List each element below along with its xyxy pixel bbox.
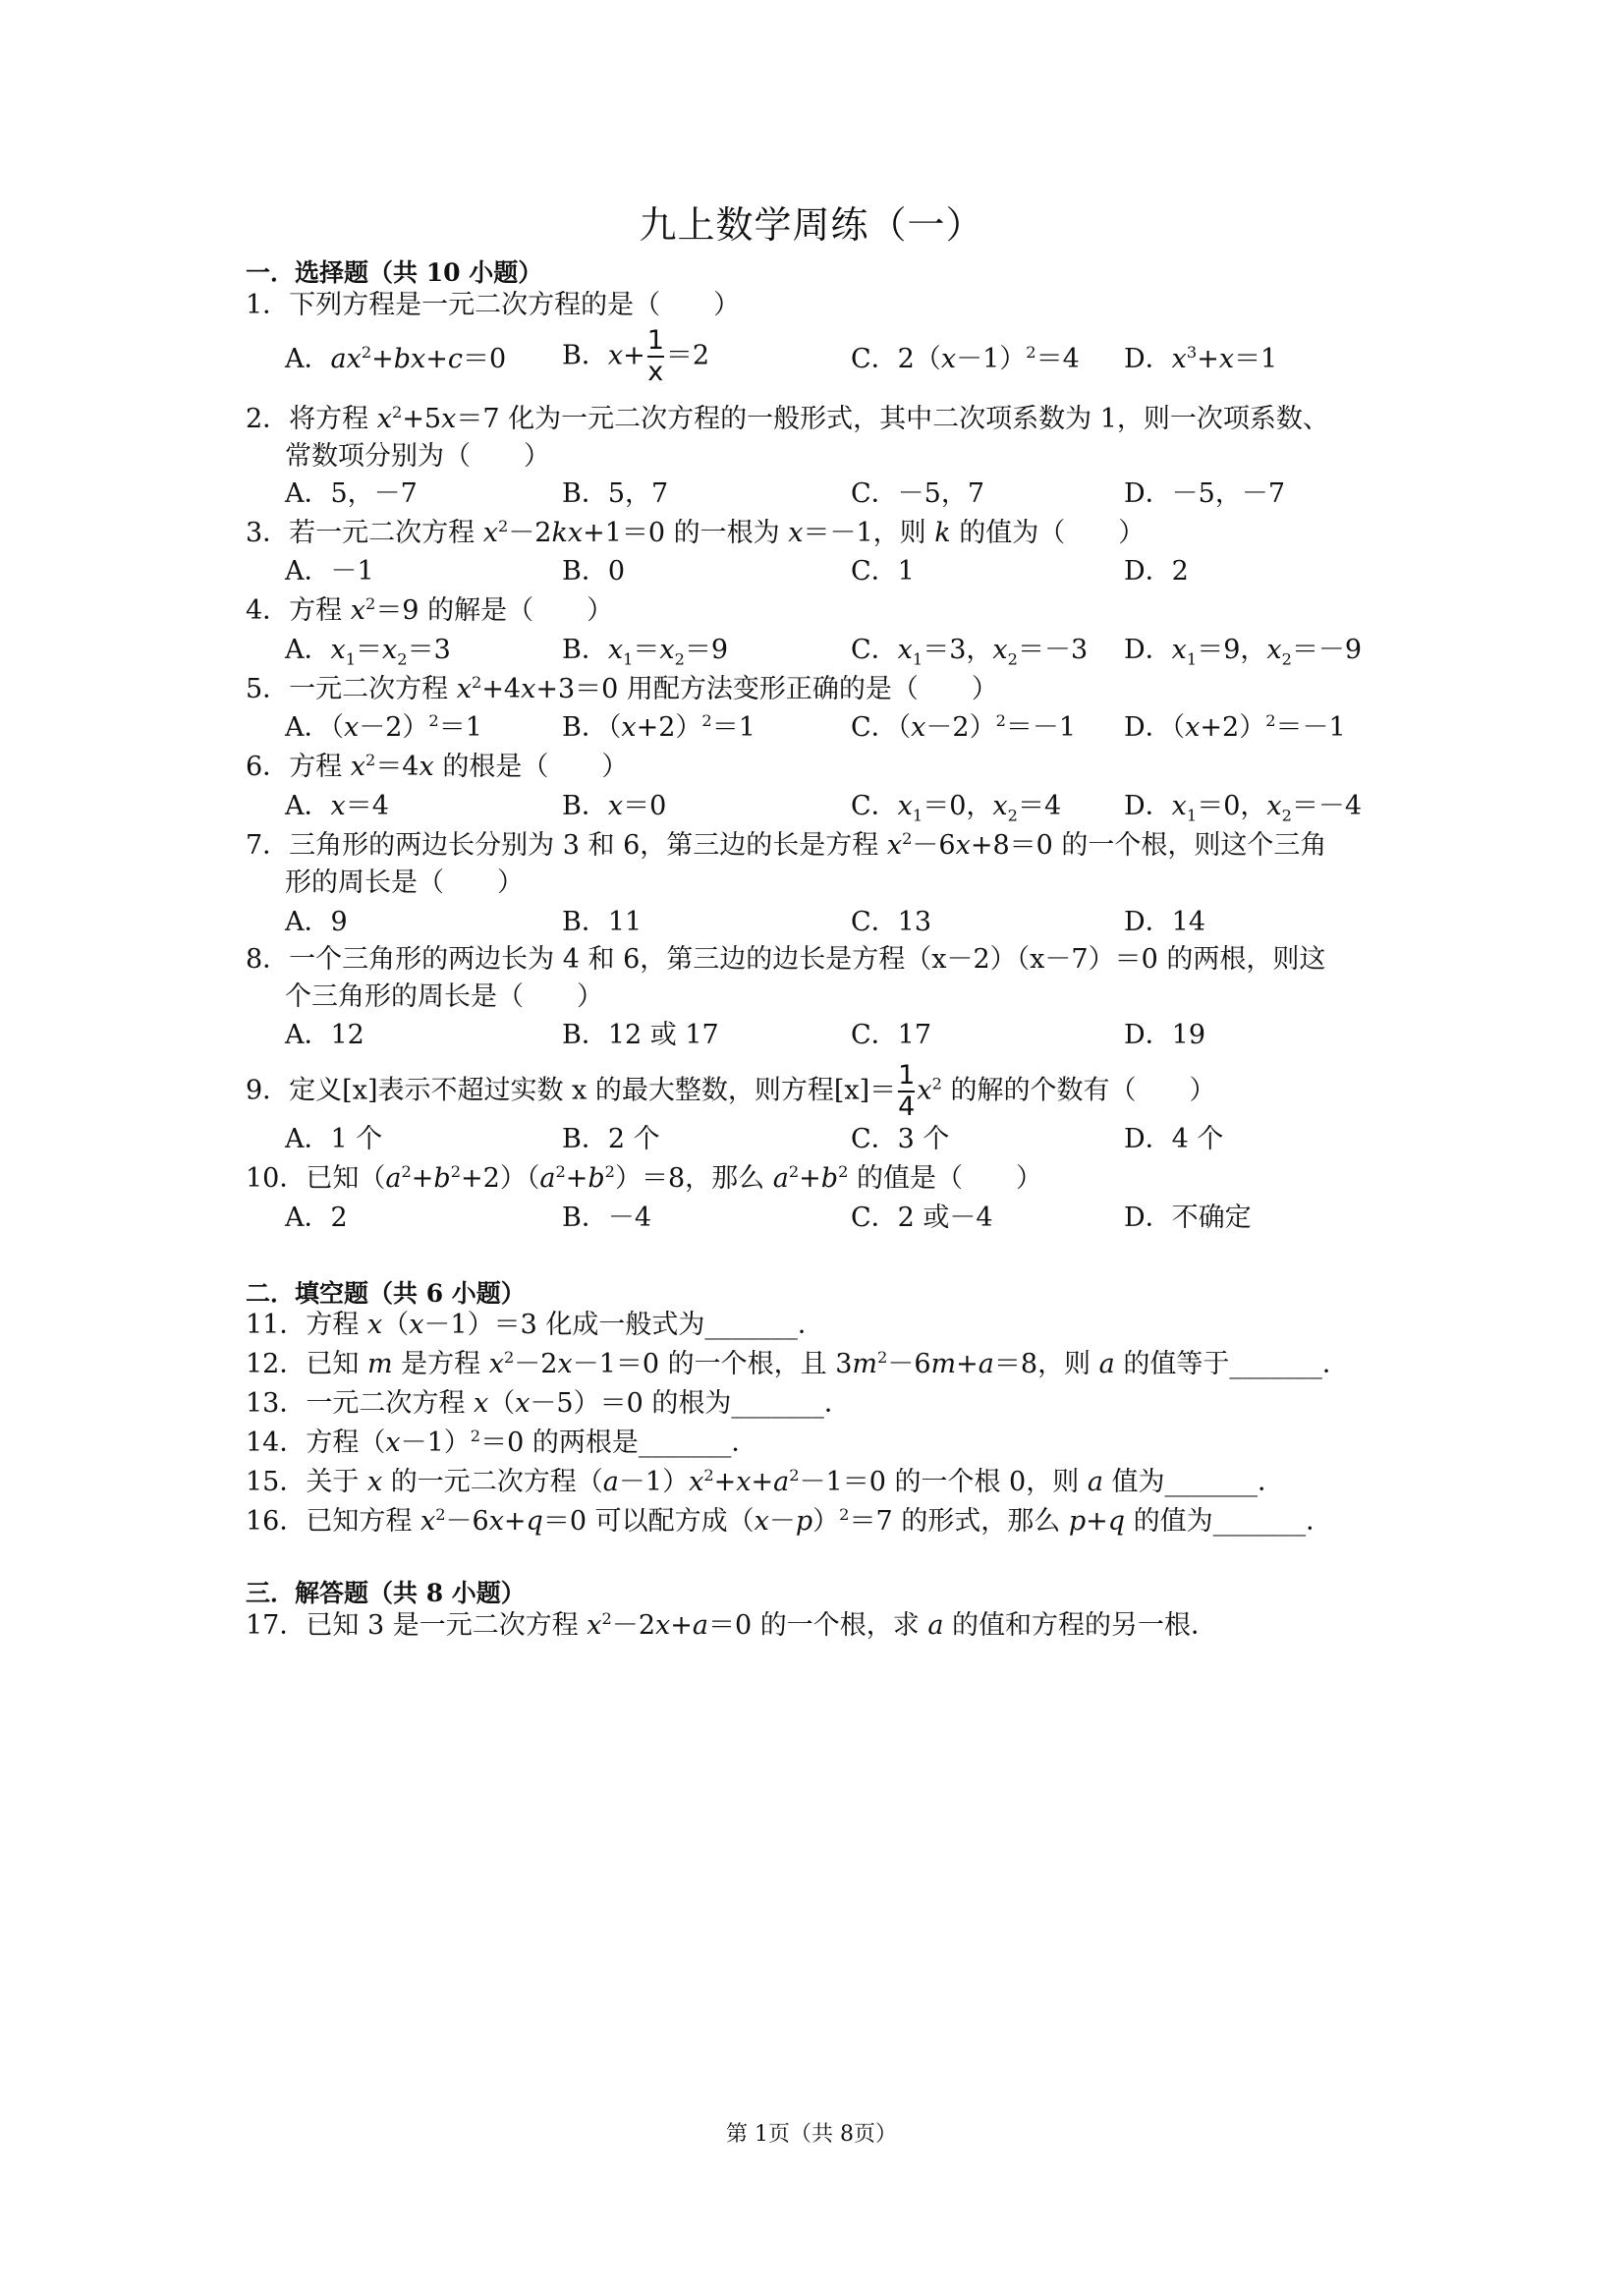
question-15: 15．关于 x 的一元二次方程$(a-1)x^2+x+a^2-1=0$ 的一个根 0，则 a 值为_______．: [246, 1466, 1285, 1497]
q3-option-c: C．1: [851, 556, 915, 587]
question-2-line2: 常数项分别为（ ）: [285, 441, 550, 472]
q6-option-a: A．x＝4: [285, 791, 389, 821]
question-13: 13．一元二次方程 x（x－5）＝0 的根为_______．: [246, 1388, 851, 1419]
q10-option-b: B．－4: [562, 1203, 652, 1233]
q1-option-c: C．$2(x-1)^2=4$: [851, 343, 1080, 374]
q9-option-a: A．1 个: [285, 1124, 383, 1154]
section-heading-fill: 二．填空题（共 6 小题）: [246, 1279, 526, 1308]
q4-option-c: C．$x_1=3$，$x_2=-3$: [851, 635, 1089, 669]
q4-option-d: D．$x_1=9$，$x_2=-9$: [1124, 635, 1363, 669]
q2-option-a: A．5，－7: [285, 478, 418, 509]
q5-option-a: A．$(x-2)^2=1$: [285, 711, 482, 743]
question-9: 9．定义[x]表示不超过实数 x 的最大整数，则方程[x]＝ $\frac{1}{4}$ $x^2$ 的解的个数有（ ）: [246, 1060, 1216, 1122]
q7-option-d: D．14: [1124, 907, 1206, 937]
q10-option-d: D．不确定: [1124, 1203, 1252, 1233]
q6-option-b: B．x＝0: [562, 791, 667, 821]
q9-option-d: D．4 个: [1124, 1124, 1224, 1154]
page-footer: 第 1页（共 8页）: [726, 2122, 897, 2147]
q8-option-d: D．19: [1124, 1020, 1206, 1050]
question-7-line2: 形的周长是（ ）: [285, 868, 524, 898]
q5-option-d: D．$(x+2)^2=-1$: [1124, 711, 1346, 743]
page-title: 九上数学周练（一）: [639, 203, 984, 247]
question-2: 2．将方程 $x^2+5x=7$ 化为一元二次方程的一般形式，其中二次项系数为 1，则一次项系数、: [246, 403, 1329, 434]
q10-option-a: A．2: [285, 1203, 348, 1233]
q1-option-a: A．$ax^2+bx+c=0$: [285, 343, 507, 374]
q1-option-b: B．x+ $\frac{1}{x}$ ＝2: [562, 325, 710, 387]
question-12: 12．已知 m 是方程 $x^2-2x-1=0$ 的一个根，且 $3m^2-6m+a=8$，则 a 的值等于_______．: [246, 1348, 1349, 1379]
q8-option-c: C．17: [851, 1020, 932, 1050]
q7-option-b: B．11: [562, 907, 643, 937]
q7-option-c: C．13: [851, 907, 932, 937]
q2-option-b: B．5，7: [562, 478, 669, 509]
question-17: 17．已知 3 是一元二次方程 $x^2-2x+a=0$ 的一个根，求 a 的值和方程的另一根．: [246, 1609, 1218, 1641]
q3-option-d: D．2: [1124, 556, 1189, 587]
q5-option-c: C．$(x-2)^2=-1$: [851, 711, 1077, 743]
question-8: 8．一个三角形的两边长为 4 和 6，第三边的边长是方程（x－2）（x－7）＝0 的两根，则这: [246, 944, 1326, 975]
section-heading-answer: 三．解答题（共 8 小题）: [246, 1579, 526, 1607]
q10-option-c: C．2 或－4: [851, 1203, 993, 1233]
question-8-line2: 个三角形的周长是（ ）: [285, 981, 603, 1012]
q8-option-a: A．12: [285, 1020, 364, 1050]
q4-option-a: A．$x_1=x_2=3$: [285, 635, 451, 669]
q6-option-c: C．$x_1=0$，$x_2=4$: [851, 791, 1062, 825]
q3-option-b: B．0: [562, 556, 626, 587]
q1-option-d: D．$x^3+x=1$: [1124, 343, 1278, 374]
section-heading-choice: 一．选择题（共 10 小题）: [246, 258, 543, 287]
question-6: 6．方程 $x^2=4x$ 的根是（ ）: [246, 751, 629, 782]
q9-option-b: B．2 个: [562, 1124, 660, 1154]
question-10: 10．已知$(a^2+b^2+2)(a^2+b^2)=8$，那么 $a^2+b^2$ 的值是（ ）: [246, 1162, 1042, 1194]
q4-option-b: B．$x_1=x_2=9$: [562, 635, 729, 669]
question-16: 16．已知方程 $x^2-6x+q=0$ 可以配方成$(x-p)^2=7$ 的形式，那么 p+q 的值为_______．: [246, 1505, 1333, 1537]
question-3: 3．若一元二次方程 $x^2-2kx+1=0$ 的一根为 x＝－1，则 k 的值为（ ）: [246, 517, 1146, 548]
q3-option-a: A．－1: [285, 556, 374, 587]
q5-option-b: B．$(x+2)^2=1$: [562, 711, 756, 743]
question-14: 14．方程$(x-1)^2=0$ 的两根是_______．: [246, 1427, 758, 1458]
question-4: 4．方程 $x^2=9$ 的解是（ ）: [246, 594, 614, 626]
q9-fraction: $\frac{1}{4}$: [898, 1060, 916, 1122]
q9-option-c: C．3 个: [851, 1124, 950, 1154]
question-1: 1．下列方程是一元二次方程的是（ ）: [246, 290, 741, 320]
q7-option-a: A．9: [285, 907, 348, 937]
question-5: 5．一元二次方程 $x^2+4x+3=0$ 用配方法变形正确的是（ ）: [246, 673, 998, 704]
q2-option-c: C．－5，7: [851, 478, 985, 509]
q6-option-d: D．$x_1=0$，$x_2=-4$: [1124, 791, 1363, 825]
question-11: 11．方程 x（x－1）＝3 化成一般式为_______．: [246, 1310, 824, 1340]
q8-option-b: B．12 或 17: [562, 1020, 719, 1050]
question-7: 7．三角形的两边长分别为 3 和 6，第三边的长是方程 $x^2-6x+8=0$ 的一个根，则这个三角: [246, 829, 1327, 861]
q2-option-d: D．－5，－7: [1124, 478, 1286, 509]
